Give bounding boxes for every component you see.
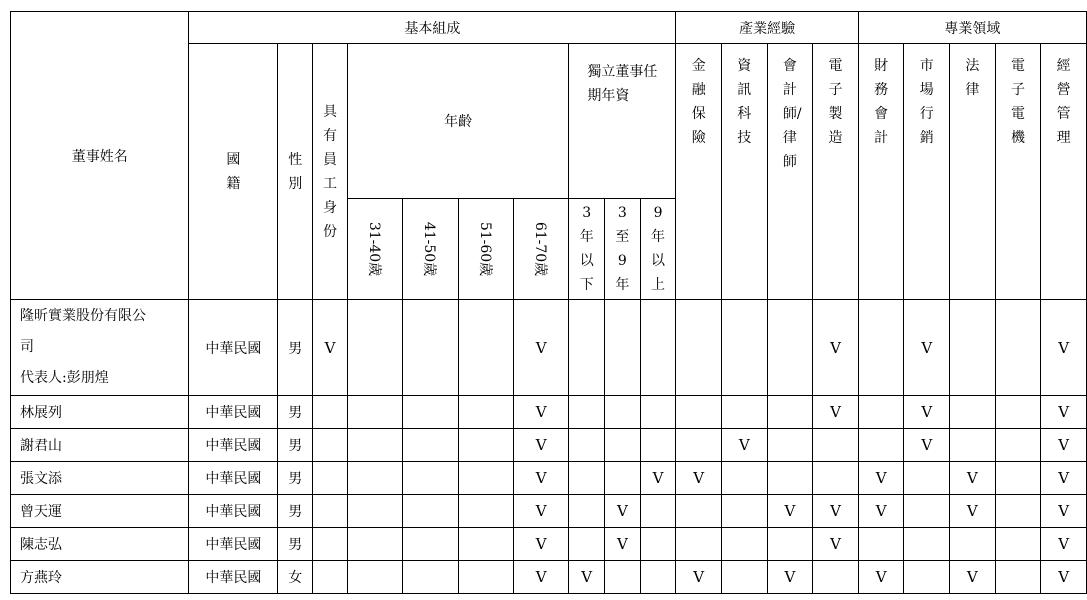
check-mark-cell: V <box>514 429 569 462</box>
check-mark-cell: V <box>767 561 813 594</box>
check-mark-cell: V <box>813 300 859 396</box>
check-mark-cell: V <box>1041 300 1087 396</box>
director-name-line: 曾天運 <box>20 504 62 520</box>
check-mark-cell <box>995 462 1041 495</box>
check-mark-cell <box>676 495 722 528</box>
check-mark-cell <box>313 462 348 495</box>
check-mark-cell <box>605 429 641 462</box>
director-name-line: 陳志弘 <box>20 537 62 553</box>
check-mark-cell <box>813 429 859 462</box>
header-gender: 性別 <box>278 44 313 300</box>
header-ind-info-tech: 資訊科技 <box>722 44 768 300</box>
check-mark-cell: V <box>514 462 569 495</box>
check-mark-cell: V <box>1041 396 1087 429</box>
check-mark-cell <box>640 561 676 594</box>
check-mark-cell: V <box>514 528 569 561</box>
director-name-cell <box>11 396 189 429</box>
check-mark-cell: V <box>1041 462 1087 495</box>
check-mark-cell: V <box>858 561 904 594</box>
check-mark-cell <box>313 528 348 561</box>
header-age-41-50: 41-50歲 <box>403 199 458 300</box>
table-row <box>11 495 1087 528</box>
board-composition-table <box>10 11 1087 594</box>
check-mark-cell <box>605 396 641 429</box>
header-tenure-3-9: 3至9年 <box>605 199 641 300</box>
check-mark-cell <box>722 561 768 594</box>
check-mark-cell: V <box>950 495 996 528</box>
check-mark-cell <box>995 396 1041 429</box>
check-mark-cell <box>858 300 904 396</box>
check-mark-cell <box>605 462 641 495</box>
check-mark-cell <box>458 396 513 429</box>
director-name-line: 謝君山 <box>20 438 62 454</box>
check-mark-cell <box>676 300 722 396</box>
director-name-line: 林展列 <box>20 405 62 421</box>
nationality-cell: 中華民國 <box>189 396 278 429</box>
check-mark-cell <box>458 429 513 462</box>
director-name-cell <box>11 561 189 594</box>
director-name-line: 隆昕實業股份有限公 <box>20 308 146 324</box>
check-mark-cell <box>347 429 402 462</box>
check-mark-cell: V <box>722 429 768 462</box>
check-mark-cell <box>313 495 348 528</box>
check-mark-cell <box>676 528 722 561</box>
check-mark-cell: V <box>813 495 859 528</box>
header-exp-marketing: 市場行銷 <box>904 44 950 300</box>
nationality-cell: 中華民國 <box>189 462 278 495</box>
header-exp-finance-accounting: 財務會計 <box>858 44 904 300</box>
check-mark-cell <box>858 528 904 561</box>
check-mark-cell <box>403 396 458 429</box>
table-row <box>11 300 1087 396</box>
header-tenure-over-9: 9年以上 <box>640 199 676 300</box>
check-mark-cell <box>569 495 605 528</box>
check-mark-cell <box>722 396 768 429</box>
check-mark-cell <box>640 300 676 396</box>
gender-cell: 男 <box>278 495 313 528</box>
check-mark-cell: V <box>1041 495 1087 528</box>
header-expertise: 專業領域 <box>858 12 1086 44</box>
header-age-51-60: 51-60歲 <box>458 199 513 300</box>
check-mark-cell <box>403 429 458 462</box>
check-mark-cell <box>858 429 904 462</box>
check-mark-cell: V <box>569 561 605 594</box>
table-row <box>11 462 1087 495</box>
check-mark-cell: V <box>858 462 904 495</box>
table-row <box>11 528 1087 561</box>
check-mark-cell <box>313 396 348 429</box>
check-mark-cell: V <box>858 495 904 528</box>
check-mark-cell <box>403 561 458 594</box>
check-mark-cell: V <box>514 495 569 528</box>
check-mark-cell: V <box>767 495 813 528</box>
check-mark-cell <box>313 561 348 594</box>
check-mark-cell: V <box>904 396 950 429</box>
check-mark-cell <box>676 396 722 429</box>
header-ind-finance-insurance: 金融保險 <box>676 44 722 300</box>
gender-cell: 女 <box>278 561 313 594</box>
check-mark-cell <box>458 495 513 528</box>
gender-cell: 男 <box>278 528 313 561</box>
check-mark-cell <box>605 561 641 594</box>
check-mark-cell <box>569 528 605 561</box>
nationality-cell: 中華民國 <box>189 561 278 594</box>
check-mark-cell <box>640 528 676 561</box>
check-mark-cell <box>904 561 950 594</box>
table-row <box>11 561 1087 594</box>
check-mark-cell <box>995 495 1041 528</box>
table-body <box>11 300 1087 594</box>
check-mark-cell <box>569 396 605 429</box>
check-mark-cell <box>458 561 513 594</box>
director-name-line: 張文添 <box>20 471 62 487</box>
check-mark-cell <box>767 462 813 495</box>
check-mark-cell: V <box>676 561 722 594</box>
check-mark-cell <box>904 528 950 561</box>
director-name-cell <box>11 429 189 462</box>
table-row <box>11 429 1087 462</box>
check-mark-cell: V <box>514 300 569 396</box>
header-exp-electrical: 電子電機 <box>995 44 1041 300</box>
check-mark-cell <box>950 300 996 396</box>
header-exp-law: 法律 <box>950 44 996 300</box>
gender-cell: 男 <box>278 300 313 396</box>
check-mark-cell <box>722 528 768 561</box>
header-tenure-under-3: 3年以下 <box>569 199 605 300</box>
header-age-31-40: 31-40歲 <box>347 199 402 300</box>
check-mark-cell <box>813 561 859 594</box>
check-mark-cell <box>403 528 458 561</box>
check-mark-cell <box>347 300 402 396</box>
check-mark-cell: V <box>813 528 859 561</box>
check-mark-cell <box>569 462 605 495</box>
check-mark-cell <box>995 429 1041 462</box>
gender-cell: 男 <box>278 429 313 462</box>
check-mark-cell: V <box>1041 429 1087 462</box>
check-mark-cell <box>403 462 458 495</box>
check-mark-cell: V <box>514 561 569 594</box>
check-mark-cell <box>813 462 859 495</box>
check-mark-cell <box>313 429 348 462</box>
check-mark-cell: V <box>1041 561 1087 594</box>
director-name-cell <box>11 300 189 396</box>
check-mark-cell <box>767 300 813 396</box>
nationality-cell: 中華民國 <box>189 528 278 561</box>
header-independent-tenure: 獨立董事任期年資 <box>569 44 676 199</box>
director-name-line: 代表人:彭朋煌 <box>20 370 109 386</box>
check-mark-cell <box>640 429 676 462</box>
check-mark-cell: V <box>313 300 348 396</box>
check-mark-cell <box>950 396 996 429</box>
check-mark-cell: V <box>904 429 950 462</box>
check-mark-cell: V <box>605 528 641 561</box>
check-mark-cell: V <box>950 561 996 594</box>
check-mark-cell <box>858 396 904 429</box>
gender-cell: 男 <box>278 396 313 429</box>
check-mark-cell <box>403 300 458 396</box>
check-mark-cell <box>347 396 402 429</box>
check-mark-cell <box>347 528 402 561</box>
director-name-cell <box>11 528 189 561</box>
check-mark-cell: V <box>813 396 859 429</box>
director-name-line: 司 <box>20 339 34 355</box>
check-mark-cell <box>458 528 513 561</box>
header-age: 年齡 <box>347 44 568 199</box>
check-mark-cell <box>722 300 768 396</box>
check-mark-cell <box>995 300 1041 396</box>
nationality-cell: 中華民國 <box>189 429 278 462</box>
check-mark-cell <box>347 462 402 495</box>
check-mark-cell <box>995 561 1041 594</box>
check-mark-cell: V <box>514 396 569 429</box>
header-nationality: 國籍 <box>189 44 278 300</box>
check-mark-cell <box>605 300 641 396</box>
check-mark-cell <box>569 300 605 396</box>
check-mark-cell <box>347 495 402 528</box>
header-director-name: 董事姓名 <box>11 12 189 300</box>
check-mark-cell: V <box>640 462 676 495</box>
check-mark-cell <box>767 429 813 462</box>
check-mark-cell <box>767 528 813 561</box>
header-exp-management: 經營管理 <box>1041 44 1087 300</box>
check-mark-cell <box>347 561 402 594</box>
check-mark-cell <box>950 429 996 462</box>
check-mark-cell <box>640 495 676 528</box>
check-mark-cell <box>904 495 950 528</box>
header-basic-composition: 基本組成 <box>189 12 676 44</box>
check-mark-cell <box>767 396 813 429</box>
check-mark-cell <box>640 396 676 429</box>
check-mark-cell <box>403 495 458 528</box>
header-industry-experience: 產業經驗 <box>676 12 858 44</box>
check-mark-cell <box>722 462 768 495</box>
director-name-cell <box>11 495 189 528</box>
check-mark-cell <box>458 300 513 396</box>
check-mark-cell <box>950 528 996 561</box>
check-mark-cell: V <box>676 462 722 495</box>
nationality-cell: 中華民國 <box>189 300 278 396</box>
table-row <box>11 396 1087 429</box>
header-ind-electronics-mfg: 電子製造 <box>813 44 859 300</box>
check-mark-cell: V <box>1041 528 1087 561</box>
check-mark-cell <box>904 462 950 495</box>
director-name-line: 方燕玲 <box>20 570 62 586</box>
director-name-cell <box>11 462 189 495</box>
check-mark-cell: V <box>605 495 641 528</box>
check-mark-cell <box>569 429 605 462</box>
check-mark-cell <box>458 462 513 495</box>
check-mark-cell <box>995 528 1041 561</box>
header-ind-accountant-lawyer: 會計師/律師 <box>767 44 813 300</box>
check-mark-cell: V <box>904 300 950 396</box>
check-mark-cell <box>722 495 768 528</box>
header-age-61-70: 61-70歲 <box>514 199 569 300</box>
nationality-cell: 中華民國 <box>189 495 278 528</box>
gender-cell: 男 <box>278 462 313 495</box>
check-mark-cell: V <box>950 462 996 495</box>
header-employee-status: 具有員工身份 <box>313 44 348 300</box>
check-mark-cell <box>676 429 722 462</box>
